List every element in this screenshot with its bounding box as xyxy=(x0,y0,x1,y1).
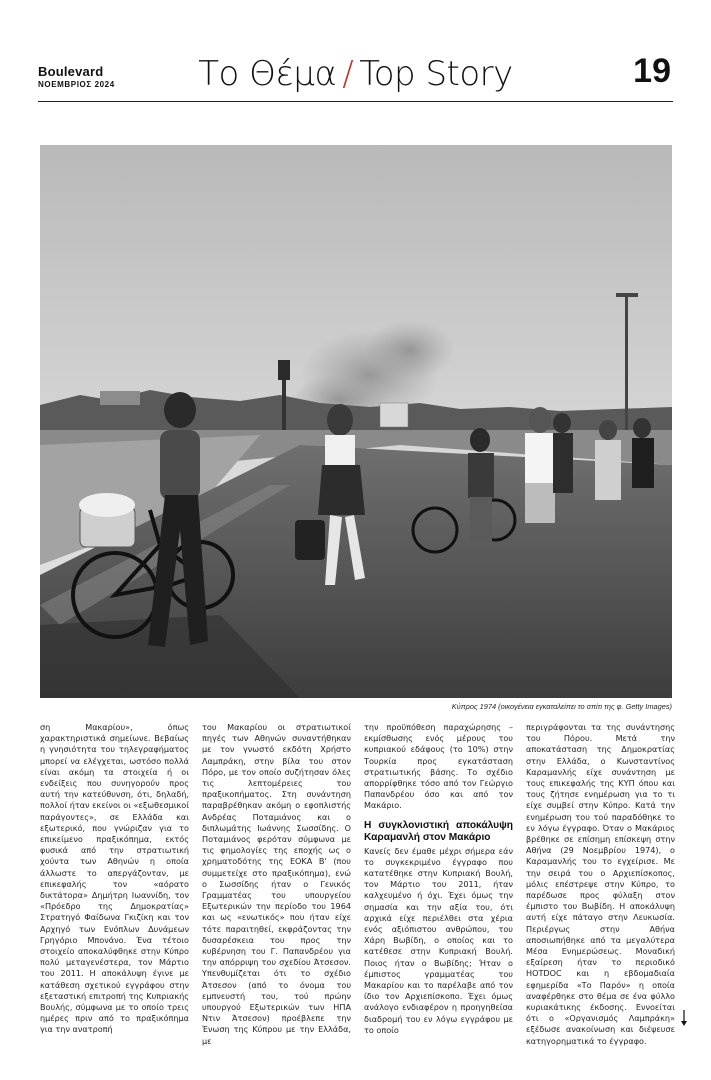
article-column-4 xyxy=(526,722,675,1047)
header-rule xyxy=(38,101,673,102)
magazine-brand: Boulevard xyxy=(38,64,104,79)
photo-caption: Κύπρος 1974 (οικογένεια εγκαταλείπει το σπίτι της φ. Getty Images) xyxy=(451,702,672,711)
issue-date: ΝΟΕΜΒΡΙΟΣ 2024 xyxy=(38,80,115,89)
masthead xyxy=(38,52,673,104)
section-title xyxy=(38,54,673,94)
section-title-greek: Το Θέμα xyxy=(198,54,337,94)
article-body xyxy=(40,722,674,1052)
article-paragraph: του Μακαρίου οι στρατιωτικοί πηγές των Αθηνών συναντήθηκαν με τον γνωστό εκδότη Χρήστο Λαμπράκη, στην βίλα του στον Πόρο, με τον οποίο συζήτησαν όλες τις λεπτομέρειες του πραξικοπήματος. Στη συνάντηση παραβρέθηκαν ακόμη ο εφοπλιστής Ανδρέας Ποταμιάνος και ο διπλωμάτης Ιωάννης Σωσσίδης. Ο Ποταμιάνος φερόταν σύμφωνα με τις φημολογίες της εποχής ως ο χρηματοδότης της ΕΟΚΑ Β' (που συμμετείχε στο πραξικόπημα), ενώ ο Σωσσίδης ήταν ο Γενικός Γραμματέας του υπουργείου Εξωτερικών την περίοδο του 1964 και ως «ενωτικός» που ήταν είχε τότε παραιτηθεί, εκφράζοντας την δυσαρέσκεια του προς την κυβέρνηση του Γ. Παπανδρέου για την απόρριψη του σχεδίου Άτσεσον. Υπενθυμίζεται ότι το σχέδιο Άτσεσον (από το όνομα του εμπνευστή του, τού πρώην υπουργού Εξωτερικών των ΗΠΑ Ντιν Άτσεσον) προέβλεπε την Ένωση της Κύπρου με την Ελλάδα, με xyxy=(202,722,351,1046)
article-paragraph: Κανείς δεν έμαθε μέχρι σήμερα εάν το συγκεκριμένο έγγραφο που κατατέθηκε στην Κυπριακή Βουλή, τον Μάρτιο του 2011, ήταν καλχευμένο ή όχι. Έχει όμως την σημασία και την αξία του, ότι αρχικά είχε περιέλθει στα χέρια ενός αξιόπιστου ανθρώπου, του Χάρη Βωβίδη, ο οποίος και το κατέθεσε στην Κυπριακή Βουλή. Ποιος ήταν ο Βωβίδης; Ήταν ο έμπιστος γραμματέας του Μακαρίου και το παρέλαβε από τον ίδιο τον Αρχιεπίσκοπο. Έχει όμως ανάλογο ενδιαφέρον η προηγηθείσα διαδρομή του εν λόγω εγγράφου με το οποίο xyxy=(364,845,513,1035)
feature-photo xyxy=(40,145,672,698)
article-column-2 xyxy=(202,722,351,1047)
article-column-3 xyxy=(364,722,513,1036)
page-number: 19 xyxy=(633,52,671,90)
article-paragraph: την προϋπόθεση παραχώρησης – εκμίσθωσης ενός μέρους του κυπριακού εδάφους (το 10%) στην Τουρκία προς εγκατάσταση στρατιωτικής βάσης. Το σχέδιο απορρίφθηκε τόσο από τον Γεώργιο Παπανδρέου όσο και από τον Μακάριο. xyxy=(364,722,513,811)
article-column-1 xyxy=(40,722,189,1036)
section-title-english: Top Story xyxy=(359,54,513,94)
continue-arrow-icon xyxy=(680,1010,688,1026)
article-paragraph: ση Μακαρίου», όπως χαρακτηριστικά σημείωνε. Βεβαίως η γνησιότητα του τηλεγραφήματος μπορεί να ελέγχεται, ωστόσο πολλά είναι ακόμη τα στοιχεία ή οι ενδείξεις που συνηγορούν προς αυτή την κατεύθυνση, ότι, δηλαδή, πολλοί ήταν εκείνοι οι «εξωθεσμικοί παράγοντες», σε Ελλάδα και εξωτερικό, που γνώριζαν για το επικείμενο πραξικόπημα, εκτός φυσικά από την στρατιωτική χούντα των Αθηνών η οποία άλλωστε το απεργάζονταν, με επικεφαλής τον «αόρατο δικτάτορα» Δημήτρη Ιωαννίδη, τον «Πρόεδρο της Δημοκρατίας» Στρατηγό Φαίδωνα Γκιζίκη και τον Αρχηγό των Ενόπλων Δυνάμεων Γρηγόριο Μπονάνο. Ένα τέτοιο στοιχείο αποκαλύφθηκε στην Κύπρο πολύ μεταγενέστερα, τον Μάρτιο του 2011. Η αποκάλυψη έγινε με κατάθεση σχετικού εγγράφου στην εξεταστική επιτροπή της Κυπριακής Βουλής, σύμφωνα με το οποίο τρεις ημέρες πριν από το πραξικόπημα για την ανατροπή xyxy=(40,722,189,1035)
section-title-slash: / xyxy=(342,54,354,94)
article-subheading: Η συγκλονιστική αποκάλυψη Καραμανλή στον Μακάριο xyxy=(364,819,513,843)
article-paragraph: περιγράφονται τα της συνάντησης του Πόρου. Μετά την αποκατάσταση της Δημοκρατίας στην Ελλάδα, ο Κωνσταντίνος Καραμανλής είχε συνάντηση με τους επικεφαλής της ΚΥΠ όπου και τους ζήτησε ενημέρωση για το τι είχε συμβεί στην Κύπρο. Κατά την ενημέρωση του τού παραδόθηκε το εν λόγω έγγραφο. Όταν ο Μακάριος βρέθηκε σε επίσημη επίσκεψη στην Αθήνα (29 Νοεμβρίου 1974), ο Καραμανλής του το εγχείρισε. Με την σειρά του ο Αρχιεπίσκοπος, μόλις επέστρεψε στην Κύπρο, το παρέδωσε προς φύλαξη στον έμπιστο του Βωβίδη. Η αποκάλυψη αυτή είχε πάταγο στην Λευκωσία. Περιέργως στην Αθήνα αποσιωπήθηκε από τα μεγαλύτερα Μέσα Ενημερώσεως. Μοναδική εξαίρεση ήταν το περιοδικό HOTDOC και η εβδομαδιαία εφημερίδα «Το Παρόν» η οποία αναφέρθηκε στο θέμα σε ένα φύλλο κυριακάτικης έκδοσης. Εννοείται ότι ο «Οργανισμός Λαμπράκη» εξέδωσε ανακοίνωση και διέψευσε κατηγορηματικά το έγγραφο. xyxy=(526,722,675,1046)
